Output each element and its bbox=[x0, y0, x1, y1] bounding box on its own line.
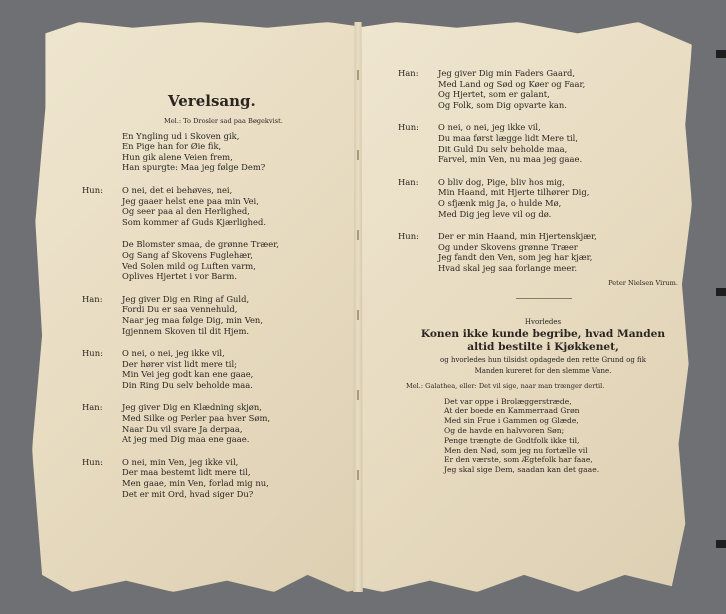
verse-line: Jeg gaaer helst ene paa min Vei, bbox=[122, 195, 259, 206]
verse-line: Hun gik alene Veien frem, bbox=[122, 151, 233, 162]
stanza bbox=[398, 231, 688, 273]
author-signature: Peter Nielsen Virum. bbox=[608, 278, 678, 287]
left-column bbox=[82, 92, 332, 511]
stanza bbox=[82, 402, 332, 444]
section-divider bbox=[516, 298, 572, 299]
stanza bbox=[398, 177, 688, 219]
heading-main-line: altid bestilte i Kjøkkenet, bbox=[467, 340, 619, 353]
verse-line: Jeg giver Dig en Klædning skjøn, bbox=[122, 402, 262, 413]
stanza bbox=[82, 348, 332, 390]
melody-note: Mel.: Galathea, eller: Det vil sige, naar man trænger dertil. bbox=[406, 381, 605, 390]
verse-line: En Yngling ud i Skoven gik, bbox=[122, 130, 240, 141]
verse-line: En Pige han for Øie fik, bbox=[122, 141, 222, 152]
verse-line: Naar Du vil svare Ja derpaa, bbox=[122, 423, 243, 434]
stanza bbox=[398, 68, 688, 110]
verse-line: Men den Nød, som jeg nu fortælle vil bbox=[444, 445, 588, 455]
verse-line: Er den værste, som Ægtefolk har faae, bbox=[444, 455, 593, 465]
speaker-label: Han: bbox=[82, 293, 103, 304]
verse-line: Det var oppe i Brolæggerstræde, bbox=[444, 396, 572, 406]
right-column bbox=[398, 68, 688, 475]
speaker-label: Hun: bbox=[82, 348, 103, 359]
stitch-hole bbox=[357, 310, 359, 320]
verse-line: O sfjænk mig Ja, o hulde Mø, bbox=[438, 197, 562, 208]
stitch-hole bbox=[357, 390, 359, 400]
verse-line: Min Haand, mit Hjerte tilhører Dig, bbox=[438, 187, 590, 198]
verse-line: Med Land og Sød og Køer og Faar, bbox=[438, 78, 586, 89]
stitch-hole bbox=[357, 150, 359, 160]
stanza bbox=[82, 457, 332, 499]
speaker-label: Hun: bbox=[82, 184, 103, 195]
stanza bbox=[82, 294, 332, 336]
verse-line: Jeg giver Dig min Faders Gaard, bbox=[438, 68, 576, 78]
heading-description-line: Manden kureret for den slemme Vane. bbox=[474, 366, 612, 375]
verse-line: Og Sang af Skovens Fuglehær, bbox=[122, 249, 253, 260]
scan-marker bbox=[716, 50, 726, 58]
poem-stanza bbox=[398, 397, 688, 475]
verse-line: Med Silke og Perler paa hver Søm, bbox=[122, 413, 271, 424]
speaker-label: Han: bbox=[398, 176, 419, 187]
speaker-label: Han: bbox=[398, 68, 419, 78]
verse-line: Hvad skal jeg saa forlange meer. bbox=[438, 262, 578, 273]
verse-line: Der er min Haand, min Hjertenskjær, bbox=[438, 231, 597, 242]
verse-line: Det er mit Ord, hvad siger Du? bbox=[122, 488, 254, 499]
verse-line: Og Folk, som Dig opvarte kan. bbox=[438, 99, 567, 110]
verse-line: At jeg med Dig maa ene gaae. bbox=[122, 434, 250, 445]
speaker-label: Hun: bbox=[82, 456, 103, 467]
song-title: Verelsang. bbox=[168, 92, 256, 110]
verse-line: Naar jeg maa følge Dig, min Ven, bbox=[122, 314, 263, 325]
stitch-hole bbox=[357, 230, 359, 240]
verse-line: O nei, min Ven, jeg ikke vil, bbox=[122, 456, 239, 467]
melody-note: Mel.: To Drosler sad paa Bøgekvist. bbox=[164, 117, 283, 125]
verse-line: O nei, det ei behøves, nei, bbox=[122, 184, 233, 195]
verse-line: De Blomster smaa, de grønne Træer, bbox=[122, 239, 279, 250]
verse-line: Der maa bestemt lidt mere til, bbox=[122, 467, 251, 478]
speaker-label: Hun: bbox=[398, 122, 419, 133]
verse-line: Oplives Hjertet i vor Barm. bbox=[122, 271, 237, 282]
verse-line: Penge trængte de Godtfolk ikke til, bbox=[444, 435, 580, 445]
verse-line: Men gaae, min Ven, forlad mig nu, bbox=[122, 478, 269, 489]
verse-line: Der hører vist lidt mere til; bbox=[122, 358, 237, 369]
verse-line: Min Vei jeg godt kan ene gaae, bbox=[122, 369, 254, 380]
verse-line: Og seer paa al den Herlighed, bbox=[122, 206, 250, 217]
verse-line: Igjennem Skoven til dit Hjem. bbox=[122, 325, 250, 336]
heading-description-line: og hvorledes hun tilsidst opdagede den rette Grund og fik bbox=[440, 355, 646, 364]
verse-line: Fordi Du er saa vennehuld, bbox=[122, 304, 238, 315]
verse-line: Med Dig jeg leve vil og dø. bbox=[438, 208, 552, 219]
stanza bbox=[82, 185, 332, 227]
stitch-hole bbox=[357, 470, 359, 480]
verse-line: Med sin Frue i Gammen og Glæde, bbox=[444, 416, 579, 426]
verse-line: Som kommer af Guds Kjærlighed. bbox=[122, 216, 266, 227]
heading-main-line: Konen ikke kunde begribe, hvad Manden bbox=[420, 327, 666, 340]
verse-line: O nei, o nei, jeg ikke vil, bbox=[438, 122, 541, 133]
verse-line: Din Ring Du selv beholde maa. bbox=[122, 379, 253, 390]
stanza bbox=[398, 122, 688, 164]
verse-line: Han spurgte: Maa jeg følge Dem? bbox=[122, 162, 266, 173]
verse-line: Farvel, min Ven, nu maa jeg gaae. bbox=[438, 154, 583, 165]
verse-line: O nei, o nei, jeg ikke vil, bbox=[122, 348, 225, 359]
scan-marker bbox=[716, 540, 726, 548]
verse-line: Du maa først lægge lidt Mere til, bbox=[438, 132, 579, 143]
verse-line: Og de havde en halvvoren Søn; bbox=[444, 426, 565, 436]
verse-line: At der boede en Kammerraad Grøn bbox=[444, 406, 580, 416]
verse-line: Dit Guld Du selv beholde maa, bbox=[438, 143, 568, 154]
speaker-label bbox=[82, 239, 122, 281]
heading-intro: Hvorledes bbox=[524, 318, 562, 327]
speaker-label: Han: bbox=[82, 402, 103, 413]
verse-line: Jeg fandt den Ven, som jeg har kjær, bbox=[438, 252, 593, 263]
stanza bbox=[82, 239, 332, 281]
verse-line: Ved Solen mild og Luften varm, bbox=[122, 260, 256, 271]
speaker-label: Hun: bbox=[398, 231, 419, 242]
verse-line: Og Hjertet, som er galant, bbox=[438, 89, 550, 100]
verse-line: Jeg skal sige Dem, saadan kan det gaae. bbox=[444, 465, 600, 475]
verse-line: Og under Skovens grønne Træer bbox=[438, 241, 578, 252]
verse-line: O bliv dog, Pige, bliv hos mig, bbox=[438, 176, 565, 187]
stitch-hole bbox=[357, 70, 359, 80]
opening-stanza bbox=[82, 131, 332, 173]
scan-marker bbox=[716, 288, 726, 296]
verse-line: Jeg giver Dig en Ring af Guld, bbox=[122, 293, 250, 304]
